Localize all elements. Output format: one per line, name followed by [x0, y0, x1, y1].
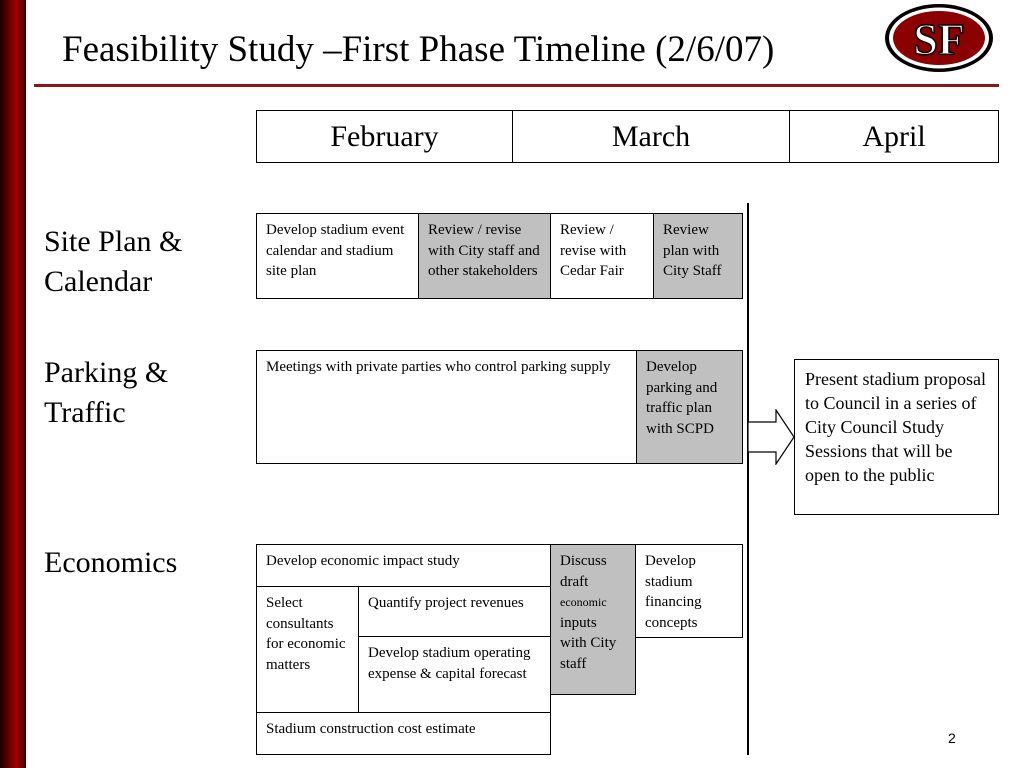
- present-to-council-box: Present stadium proposal to Council in a series of City Council Study Sessions that will be open to the public: [794, 359, 999, 515]
- task-site-plan-review-staff: Review plan with City Staff: [653, 213, 743, 299]
- task-financing-concepts: Develop stadium financing concepts: [635, 544, 743, 638]
- task-site-plan-review-city: Review / revise with City staff and other stakeholders: [418, 213, 551, 299]
- month-march: March: [512, 110, 790, 163]
- page-number: 2: [948, 730, 956, 746]
- task-site-plan-review-cedar: Review / revise with Cedar Fair: [550, 213, 654, 299]
- task-site-plan-develop: Develop stadium event calendar and stadium site plan: [256, 213, 419, 299]
- task-select-consultants: Select consultants for economic matters: [256, 586, 359, 713]
- task-parking-meetings: Meetings with private parties who control parking supply: [256, 350, 637, 464]
- row-label-economics: Economics: [44, 546, 178, 579]
- logo-text: SF: [913, 15, 965, 64]
- task-operating-expense: Develop stadium operating expense & capital forecast: [358, 636, 551, 713]
- title-divider: [34, 84, 999, 87]
- task-economic-impact-study: Develop economic impact study: [256, 544, 551, 587]
- task-construction-cost: Stadium construction cost estimate: [256, 712, 551, 755]
- sf-logo-icon: [883, 2, 995, 74]
- month-april: April: [789, 110, 999, 163]
- slide-title: Feasibility Study –First Phase Timeline (2/6/07): [62, 29, 775, 70]
- left-accent-bar: [0, 0, 26, 768]
- task-discuss-draft-economic: Discuss draft economic inputs with City staff: [550, 544, 636, 695]
- task-parking-plan: Develop parking and traffic plan with SCPD: [636, 350, 743, 464]
- right-arrow-icon: [748, 409, 796, 465]
- row-label-parking: Parking & Traffic: [44, 356, 169, 429]
- row-label-site-plan: Site Plan & Calendar: [44, 225, 183, 298]
- task-quantify-revenues: Quantify project revenues: [358, 586, 551, 637]
- month-february: February: [256, 110, 513, 163]
- timeline-divider: [747, 203, 749, 755]
